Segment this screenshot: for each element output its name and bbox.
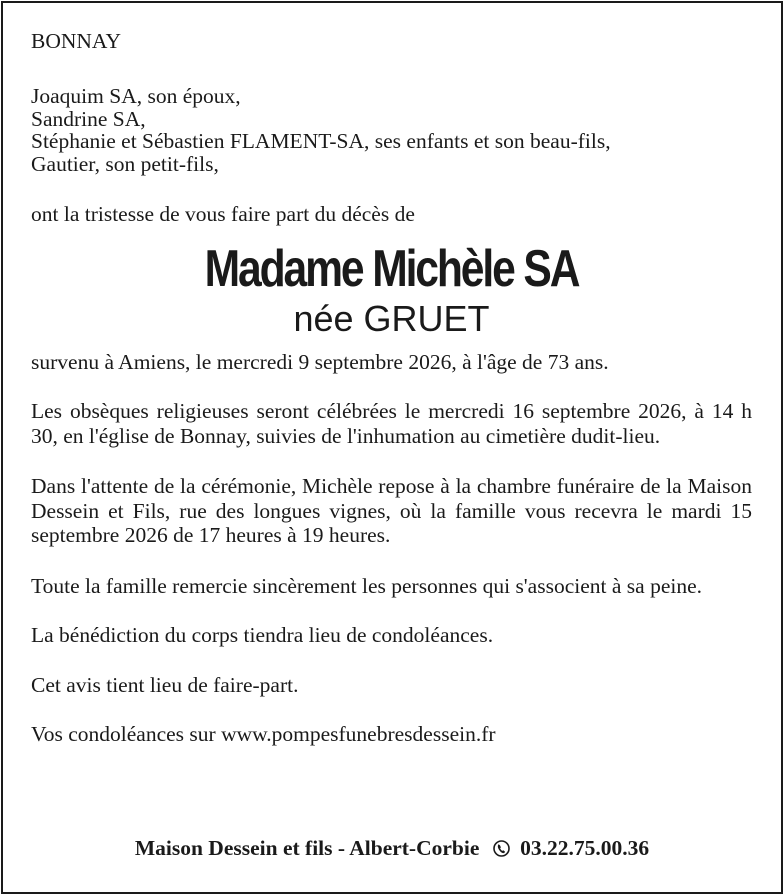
funeral-home-footer [0,836,784,860]
phone-icon [493,839,510,858]
family-thanks: Toute la famille remercie sincèrement les personnes qui s'associent à sa peine. [31,573,703,598]
family-list [31,85,752,175]
funeral-home-name: Maison Dessein et fils - Albert-Corbie [134,836,480,860]
family-member: Joaquim SA, son époux, [31,84,241,108]
family-member: Sandrine SA, [31,106,146,131]
death-details: survenu à Amiens, le mercredi 9 septembre 2026, à l'âge de 73 ans. [31,350,609,374]
notice-statement: Cet avis tient lieu de faire-part. [31,673,299,697]
announcement-intro: ont la tristesse de vous faire part du décès de [31,202,415,226]
town-name: BONNAY [31,29,121,53]
family-member: Gautier, son petit-fils, [31,151,219,176]
obituary-notice [31,30,752,745]
visitation-details: Dans l'attente de la cérémonie, Michèle repose à la chambre funéraire de la Maison Dessein et Fils, rue des longues vignes, où la famille vous recevra le mardi 15 septembre 2026 de 17 heures à 19 heures. [31,474,752,547]
family-member: Stéphanie et Sébastien FLAMENT-SA, ses enfants et son beau-fils, [31,129,611,153]
blessing-note: La bénédiction du corps tiendra lieu de condoléances. [31,623,494,647]
deceased-name: Madame Michèle SA [204,240,579,298]
maiden-name: née GRUET [293,298,490,339]
funeral-details: Les obsèques religieuses seront célébrées le mercredi 16 septembre 2026, à 14 h 30, en l'église de Bonnay, suivies de l'inhumation au cimetière dudit-lieu. [31,399,752,448]
phone-number: 03.22.75.00.36 [520,836,650,860]
condolences-link: Vos condoléances sur www.pompesfunebresdessein.fr [31,722,496,746]
